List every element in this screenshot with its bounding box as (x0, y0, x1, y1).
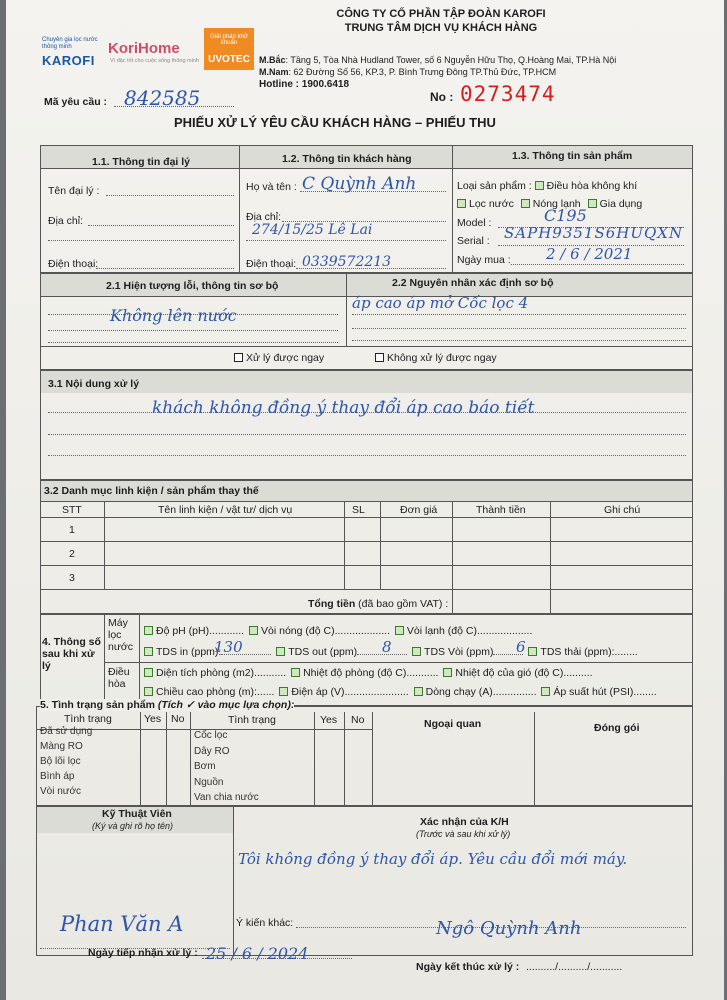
model-label: Model : (457, 217, 492, 229)
customer-info-header: 1.2. Thông tin khách hàng (282, 153, 412, 165)
address-north-label: M.Bắc (259, 55, 286, 65)
technician-signature[interactable]: Phan Văn A (60, 912, 184, 936)
wind-temp-checkbox[interactable] (443, 668, 452, 677)
tds-waste-label: TDS thải (ppm):........ (540, 646, 638, 658)
tds-in-checkbox[interactable] (144, 647, 153, 656)
handled-option-label: Xử lý được ngay (246, 352, 325, 364)
divider (40, 168, 693, 169)
technician-note: (Ký và ghi rõ họ tên) (92, 821, 174, 831)
purchase-date-label: Ngày mua : (457, 254, 511, 266)
room-area-checkbox[interactable] (144, 668, 153, 677)
not-handled-option-label: Không xử lý được ngay (387, 352, 497, 364)
suction-checkbox[interactable] (541, 687, 550, 696)
cause-header: 2.2 Nguyên nhân xác định sơ bộ (392, 277, 554, 289)
status-header-note: (Tích ✓ vào mục lựa chọn): (157, 699, 295, 711)
process-line-3 (48, 455, 686, 456)
karofi-tagline: Chuyên gia lọc nước thông minh (42, 37, 98, 50)
hot-temp-label: Vòi nóng (độ C)................... (261, 625, 390, 637)
agent-address-field[interactable] (88, 225, 234, 226)
service-center-name: TRUNG TÂM DỊCH VỤ KHÁCH HÀNG (344, 22, 538, 34)
aircon-label (108, 666, 130, 690)
table-row: 2 (69, 548, 75, 560)
technician-label: Kỹ Thuật Viên (102, 808, 172, 820)
purchase-date-line (511, 264, 684, 265)
cause-line-3 (352, 340, 686, 341)
uvotec-name: UVOTEC (208, 54, 250, 65)
col-unit-price: Đơn giá (400, 504, 438, 516)
form-number: 0273474 (460, 82, 556, 106)
cold-temp-checkbox[interactable] (395, 626, 404, 635)
korihome-logo: KoriHome (108, 40, 180, 57)
specs-header (42, 636, 101, 672)
symptom-value[interactable]: Không lên nước (110, 306, 237, 325)
request-code-value[interactable]: 842585 (124, 86, 201, 110)
received-date-label: Ngày tiếp nhận xử lý : (88, 947, 198, 959)
status-header-label: 5. Tình trạng sản phẩm (40, 699, 155, 711)
total-label: Tổng tiền (308, 598, 356, 610)
divider (140, 712, 141, 806)
address-north-value: : Tầng 5, Tòa Nhà Hudland Tower, số 6 Nguyễn Hữu Thọ, Q.Hoàng Mai, TP.Hà Nội (285, 55, 617, 65)
aircon-label-line-1: Điều (108, 666, 130, 678)
water-heater-option: Nóng lạnh (532, 198, 581, 210)
cold-temp-label: Vòi lạnh (độ C)................... (406, 625, 533, 637)
divider (104, 662, 693, 663)
col-note: Ghi chú (604, 504, 641, 516)
room-area-label: Diện tích phòng (m2)........... (156, 667, 287, 679)
handled-checkbox[interactable] (234, 353, 243, 362)
divider (314, 712, 315, 806)
filter-label (108, 617, 133, 653)
list-item: Vòi nước (40, 786, 82, 797)
status-col-state: Tình trạng (64, 713, 112, 725)
agent-name-field[interactable] (106, 195, 234, 196)
cause-value[interactable]: áp cao áp mở Cốc lọc 4 (352, 294, 529, 312)
symptom-line-3 (48, 342, 338, 343)
customer-address-line-2 (246, 240, 446, 241)
household-option: Gia dụng (599, 198, 643, 210)
number-label: No : (430, 90, 454, 104)
customer-address-value[interactable]: 274/15/25 Lê Lai (252, 222, 373, 238)
product-info-header: 1.3. Thông tin sản phẩm (512, 150, 633, 162)
request-code-label: Mã yêu cầu : (44, 96, 108, 108)
tds-in-value[interactable]: 130 (214, 638, 243, 656)
agent-phone-label: Điện thoại: (48, 258, 99, 270)
hotline-label: Hotline : (259, 79, 299, 90)
table-row: 1 (69, 524, 75, 536)
divider (139, 614, 140, 706)
divider (40, 541, 693, 542)
handled-option (234, 352, 324, 364)
product-type-label: Loại sản phẩm : (457, 180, 532, 192)
room-temp-label: Nhiệt độ phòng (độ C)........... (303, 667, 439, 679)
cause-line-1 (352, 314, 686, 315)
not-handled-checkbox[interactable] (375, 353, 384, 362)
aircon-label-line-2: hòa (108, 678, 126, 690)
finished-date-label: Ngày kết thúc xử lý : (416, 961, 520, 973)
customer-comment-value[interactable]: Tôi không đồng ý thay đổi áp. Yêu cầu đổi mới máy. (238, 850, 628, 868)
divider (104, 614, 105, 706)
tds-tap-checkbox[interactable] (412, 647, 421, 656)
tds-tap-label: TDS Vòi (ppm) (424, 646, 494, 658)
address-south-value: : 62 Đường Số 56, KP.3, P. Bình Trưng Đông TP.Thủ Đức, TP.HCM (288, 67, 557, 77)
suction-label: Áp suất hút (PSI)........ (553, 686, 657, 698)
divider (452, 501, 453, 614)
ceiling-label: Chiều cao phòng (m):...... (156, 686, 275, 698)
customer-phone-value[interactable]: 0339572213 (302, 254, 392, 270)
status-left-list (40, 724, 92, 799)
korihome-tagline: Vì đặc tốt cho cuộc sống thông minh (110, 58, 199, 64)
ceiling-checkbox[interactable] (144, 687, 153, 696)
cause-line-2 (352, 328, 686, 329)
customer-confirm-note: (Trước và sau khi xử lý) (416, 829, 511, 839)
parts-header: 3.2 Danh mục linh kiện / sản phẩm thay thế (44, 485, 259, 497)
household-checkbox[interactable] (588, 199, 597, 208)
divider (372, 712, 373, 806)
address-north (259, 55, 616, 65)
address-south-label: M.Nam (259, 67, 289, 77)
list-item: Bình áp (40, 771, 75, 782)
water-filter-option: Lọc nước (469, 198, 514, 210)
divider (239, 145, 240, 273)
voltage-checkbox[interactable] (279, 687, 288, 696)
company-name: CÔNG TY CỔ PHẦN TẬP ĐOÀN KAROFI (336, 8, 546, 20)
uvotec-logo (204, 28, 254, 70)
list-item: Màng RO (40, 741, 83, 752)
list-item: Bơm (194, 761, 216, 772)
hot-temp-checkbox[interactable] (249, 626, 258, 635)
total-note: (đã bao gồm VAT) : (358, 598, 449, 610)
status-col-no-2: No (351, 714, 365, 726)
voltage-label: Điện áp (V)...................... (291, 686, 409, 698)
hotline (259, 79, 349, 90)
ph-label: Độ pH (pH)............ (156, 625, 245, 637)
tds-tap-value[interactable]: 6 (516, 638, 526, 656)
process-header: 3.1 Nội dung xử lý (48, 378, 140, 390)
form-paper (6, 0, 724, 1000)
agent-phone-field[interactable] (96, 268, 234, 269)
filter-label-line-2: lọc (108, 629, 122, 641)
customer-name-value[interactable]: C Quỳnh Anh (302, 174, 417, 194)
divider (40, 517, 693, 518)
list-item: Nguồn (194, 776, 224, 788)
divider (550, 501, 551, 614)
col-amount: Thành tiền (476, 504, 526, 516)
status-right-list (194, 728, 259, 806)
status-col-packaging: Đóng gói (594, 722, 640, 734)
symptom-header: 2.1 Hiện tượng lỗi, thông tin sơ bộ (106, 280, 279, 292)
customer-address-label: Địa chỉ: (246, 211, 282, 223)
divider (190, 712, 191, 806)
tds-out-label: TDS out (ppm) (288, 646, 358, 658)
list-item: Cốc lọc (194, 730, 228, 741)
filter-label-line-1: Máy (108, 617, 128, 629)
serial-value[interactable]: SAPH9351S6HUQXN (504, 224, 684, 242)
water-filter-checkbox[interactable] (457, 199, 466, 208)
agent-name-label: Tên đại lý : (48, 185, 100, 197)
specs-header-line-3: lý (42, 660, 51, 672)
divider (40, 501, 693, 502)
status-col-no: No (171, 713, 185, 725)
tds-in-label: TDS in (ppm): (156, 646, 222, 658)
purchase-date-value[interactable]: 2 / 6 / 2021 (546, 245, 633, 263)
ph-checkbox[interactable] (144, 626, 153, 635)
status-col-state-2: Tình trạng (228, 714, 276, 726)
specs-header-line-1: 4. Thông số (42, 636, 101, 648)
product-type-row (457, 180, 637, 192)
divider (233, 806, 234, 956)
divider (344, 501, 345, 589)
not-handled-option (375, 352, 497, 364)
serial-label: Serial : (457, 235, 490, 247)
process-value[interactable]: khách không đồng ý thay đổi áp cao báo tiết (152, 398, 535, 418)
room-temp-checkbox[interactable] (291, 668, 300, 677)
wind-temp-label: Nhiệt độ của gió (độ C).......... (455, 667, 593, 679)
status-box (36, 706, 693, 806)
filter-label-line-3: nước (108, 641, 134, 653)
aircon-option: Điều hòa không khí (546, 180, 638, 192)
divider (40, 565, 693, 566)
water-heater-checkbox[interactable] (521, 199, 530, 208)
status-col-appearance: Ngoại quan (424, 718, 482, 730)
status-header (40, 699, 294, 711)
address-south (259, 67, 556, 77)
divider (346, 273, 347, 346)
model-value[interactable]: C195 (544, 206, 587, 225)
col-stt: STT (62, 504, 82, 516)
divider (104, 501, 105, 589)
process-line-2 (48, 434, 686, 435)
list-item: Van chia nước (194, 792, 259, 803)
spec-row-4 (144, 686, 657, 698)
finished-date-value[interactable]: ........../........../........... (526, 961, 623, 973)
specs-header-line-2: sau khi xử (42, 648, 95, 660)
agent-info-header: 1.1. Thông tin đại lý (92, 156, 191, 168)
total-row (308, 598, 448, 610)
divider (166, 712, 167, 806)
form-title: PHIẾU XỬ LÝ YÊU CẦU KHÁCH HÀNG – PHIẾU THU (174, 115, 496, 130)
status-col-yes-2: Yes (320, 714, 338, 726)
list-item: Đã sử dụng (40, 726, 93, 737)
agent-address-field-2[interactable] (48, 240, 234, 241)
customer-confirm-label: Xác nhận của K/H (420, 816, 509, 828)
divider (40, 346, 693, 347)
hotline-value: 1900.6418 (301, 79, 350, 90)
karofi-logo: KAROFI (42, 53, 95, 68)
divider (452, 145, 453, 273)
current-label: Dòng chạy (A)............... (425, 686, 537, 698)
tds-waste-checkbox[interactable] (528, 647, 537, 656)
spec-row-3 (144, 667, 593, 679)
received-date-value[interactable]: 25 / 6 / 2024 (206, 944, 309, 963)
divider (380, 501, 381, 589)
divider (534, 712, 535, 806)
current-checkbox[interactable] (414, 687, 423, 696)
customer-signature[interactable]: Ngô Quỳnh Anh (436, 918, 582, 939)
tds-out-value[interactable]: 8 (382, 638, 392, 656)
tds-out-checkbox[interactable] (276, 647, 285, 656)
other-opinion-label: Ý kiến khác: (236, 917, 294, 929)
aircon-checkbox[interactable] (535, 181, 544, 190)
table-row: 3 (69, 572, 75, 584)
customer-phone-label: Điện thoại: (246, 258, 297, 270)
divider (344, 712, 345, 806)
col-quantity: SL (352, 504, 365, 516)
uvotec-tagline: Giải pháp khử khuẩn (210, 34, 248, 46)
symptom-line-2 (48, 330, 338, 331)
list-item: Dây RO (194, 745, 230, 757)
col-item-name: Tên linh kiện / vật tư/ dịch vụ (158, 504, 293, 516)
status-col-yes: Yes (144, 713, 162, 725)
customer-name-label: Họ và tên : (246, 181, 297, 193)
divider (40, 589, 693, 590)
agent-address-label: Địa chỉ: (48, 215, 84, 227)
spec-row-1 (144, 625, 532, 637)
list-item: Bộ lõi lọc (40, 756, 81, 767)
